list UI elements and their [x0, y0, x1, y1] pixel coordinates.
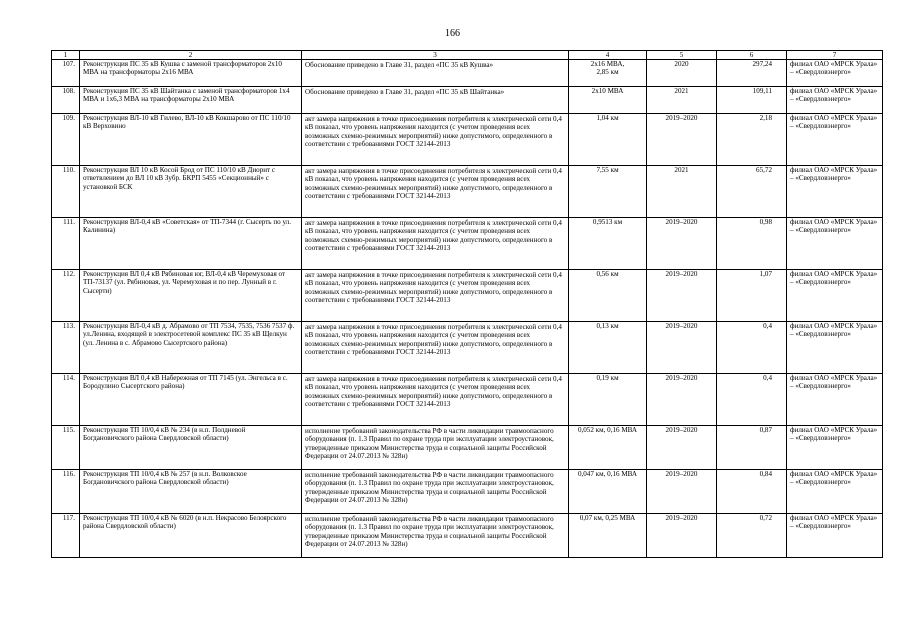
project-cost: 0,4: [717, 322, 787, 374]
row-number: 112.: [52, 270, 80, 322]
project-capacity: 2х16 МВА, 2,85 км: [569, 60, 647, 87]
project-cost: 0,87: [717, 426, 787, 470]
project-basis: Обоснование приведено в Главе 31, раздел «ПС 35 кВ Кушва»: [302, 60, 569, 87]
project-cost: 0,72: [717, 514, 787, 558]
row-number: 115.: [52, 426, 80, 470]
project-years: 2019–2020: [647, 470, 717, 514]
project-organization: филиал ОАО «МРСК Урала» – «Свердловэнерго»: [787, 218, 883, 270]
project-years: 2019–2020: [647, 374, 717, 426]
project-organization: филиал ОАО «МРСК Урала» – «Свердловэнерго»: [787, 322, 883, 374]
project-capacity: 2х10 МВА: [569, 87, 647, 114]
project-name: Реконструкция ТП 10/0,4 кВ № 234 (в н.п. Полдневой Богдановичского района Свердловской области): [80, 426, 302, 470]
project-name: Реконструкция ВЛ 10 кВ Косой Брод от ПС 110/10 кВ Диорит с ответвлением до ВЛ 10 кВ Зубр. БКРП 5455 «Секционный» с установкой БСК: [80, 166, 302, 218]
project-cost: 0,4: [717, 374, 787, 426]
project-basis: акт замера напряжения в точке присоединения потребителя к электрической сети 0,4 кВ показал, что уровень напряжения находится (с учетом проведения всех возможных схемно-режимных мероприятий) ниже допустимого, определенного в соответствии с требованиями ГОСТ 32144-2013: [302, 322, 569, 374]
project-organization: филиал ОАО «МРСК Урала» – «Свердловэнерго»: [787, 60, 883, 87]
row-number: 109.: [52, 114, 80, 166]
project-organization: филиал ОАО «МРСК Урала» – «Свердловэнерго»: [787, 166, 883, 218]
project-organization: филиал ОАО «МРСК Урала» – «Свердловэнерго»: [787, 426, 883, 470]
column-header: 7: [787, 51, 883, 60]
project-capacity: 0,19 км: [569, 374, 647, 426]
table-row: [52, 374, 883, 426]
table-row: [52, 322, 883, 374]
project-cost: 0,84: [717, 470, 787, 514]
project-name: Реконструкция ВЛ-0,4 кВ «Советская» от ТП-7344 (г. Сысерть по ул. Калинина): [80, 218, 302, 270]
project-organization: филиал ОАО «МРСК Урала» – «Свердловэнерго»: [787, 470, 883, 514]
project-name: Реконструкция ПС 35 кВ Шайтанка с заменой трансформаторов 1х4 МВА и 1х6,3 МВА на трансформаторы 2х10 МВА: [80, 87, 302, 114]
project-years: 2021: [647, 87, 717, 114]
column-header: 1: [52, 51, 80, 60]
row-number: 116.: [52, 470, 80, 514]
project-capacity: 0,56 км: [569, 270, 647, 322]
project-basis: Обоснование приведено в Главе 31, раздел «ПС 35 кВ Шайтанка»: [302, 87, 569, 114]
table-row: [52, 114, 883, 166]
project-cost: 2,18: [717, 114, 787, 166]
project-cost: 297,24: [717, 60, 787, 87]
project-cost: 1,07: [717, 270, 787, 322]
project-capacity: 0,9513 км: [569, 218, 647, 270]
column-number-row: [52, 51, 883, 60]
project-basis: акт замера напряжения в точке присоединения потребителя к электрической сети 0,4 кВ показал, что уровень напряжения находится (с учетом проведения всех возможных схемно-режимных мероприятий) ниже допустимого, определенного в соответствии с требованиями ГОСТ 32144-2013: [302, 114, 569, 166]
project-name: Реконструкция ТП 10/0,4 кВ № 6020 (в н.п. Некрасово Белоярского района Свердловской области): [80, 514, 302, 558]
table-row: [52, 514, 883, 558]
row-number: 110.: [52, 166, 80, 218]
project-years: 2019–2020: [647, 426, 717, 470]
project-years: 2019–2020: [647, 514, 717, 558]
project-basis: исполнение требований законодательства РФ в части ликвидации травмоопасного оборудования (п. 1.3 Правил по охране труда при эксплуатации электроустановок, утвержденные приказом Министерства труда и социальной защиты Российской Федерации от 24.07.2013 № 328н): [302, 426, 569, 470]
project-name: Реконструкция ВЛ 0,4 кВ Набережная от ТП 7145 (ул. Энгельса в с. Бородулино Сысертского района): [80, 374, 302, 426]
project-organization: филиал ОАО «МРСК Урала» – «Свердловэнерго»: [787, 270, 883, 322]
project-capacity: 0,13 км: [569, 322, 647, 374]
project-years: 2019–2020: [647, 270, 717, 322]
row-number: 114.: [52, 374, 80, 426]
project-name: Реконструкция ВЛ-0,4 кВ д. Абрамово от ТП 7534, 7535, 7536 7537 ф. ул.Ленина, входящей в электросетевой комплекс ПС 35 кВ Щелкун (ул. Ленина в с. Абрамово Сысертского района): [80, 322, 302, 374]
project-capacity: 0,052 км, 0,16 МВА: [569, 426, 647, 470]
project-years: 2019–2020: [647, 218, 717, 270]
project-cost: 0,98: [717, 218, 787, 270]
table-row: [52, 426, 883, 470]
table-row: [52, 166, 883, 218]
project-cost: 65,72: [717, 166, 787, 218]
project-basis: исполнение требований законодательства РФ в части ликвидации травмоопасного оборудования (п. 1.3 Правил по охране труда при эксплуатации электроустановок, утвержденные приказом Министерства труда и социальной защиты Российской Федерации от 24.07.2013 № 328н): [302, 470, 569, 514]
row-number: 117.: [52, 514, 80, 558]
project-years: 2019–2020: [647, 322, 717, 374]
project-organization: филиал ОАО «МРСК Урала» – «Свердловэнерго»: [787, 514, 883, 558]
row-number: 108.: [52, 87, 80, 114]
project-basis: акт замера напряжения в точке присоединения потребителя к электрической сети 0,4 кВ показал, что уровень напряжения находится (с учетом проведения всех возможных схемно-режимных мероприятий) ниже допустимого, определенного в соответствии с требованиями ГОСТ 32144-2013: [302, 374, 569, 426]
project-basis: исполнение требований законодательства РФ в части ликвидации травмоопасного оборудования (п. 1.3 Правил по охране труда при эксплуатации электроустановок, утвержденные приказом Министерства труда и социальной защиты Российской Федерации от 24.07.2013 № 328н): [302, 514, 569, 558]
project-organization: филиал ОАО «МРСК Урала» – «Свердловэнерго»: [787, 87, 883, 114]
column-header: 3: [302, 51, 569, 60]
project-capacity: 1,04 км: [569, 114, 647, 166]
column-header: 6: [717, 51, 787, 60]
project-organization: филиал ОАО «МРСК Урала» – «Свердловэнерго»: [787, 374, 883, 426]
project-organization: филиал ОАО «МРСК Урала» – «Свердловэнерго»: [787, 114, 883, 166]
row-number: 113.: [52, 322, 80, 374]
project-basis: акт замера напряжения в точке присоединения потребителя к электрической сети 0,4 кВ показал, что уровень напряжения находится (с учетом проведения всех возможных схемно-режимных мероприятий) ниже допустимого, определенного в соответствии с требованиями ГОСТ 32144-2013: [302, 270, 569, 322]
row-number: 107.: [52, 60, 80, 87]
project-capacity: 0,07 км, 0,25 МВА: [569, 514, 647, 558]
project-basis: акт замера напряжения в точке присоединения потребителя к электрической сети 0,4 кВ показал, что уровень напряжения находится (с учетом проведения всех возможных схемно-режимных мероприятий) ниже допустимого, определенного в соответствии с требованиями ГОСТ 32144-2013: [302, 166, 569, 218]
project-name: Реконструкция ВЛ 0,4 кВ Рябиновая юг, ВЛ-0,4 кВ Черемуховая от ТП-73137 (ул. Рябиновая, ул. Черемуховая и по пер. Лунный в г. Сысерти): [80, 270, 302, 322]
row-number: 111.: [52, 218, 80, 270]
project-years: 2020: [647, 60, 717, 87]
project-capacity: 7,55 км: [569, 166, 647, 218]
project-years: 2021: [647, 166, 717, 218]
table-row: [52, 470, 883, 514]
project-cost: 109,11: [717, 87, 787, 114]
column-header: 5: [647, 51, 717, 60]
project-capacity: 0,047 км, 0,16 МВА: [569, 470, 647, 514]
project-name: Реконструкция ВЛ-10 кВ Гилево, ВЛ-10 кВ Кокшарово от ПС 110/10 кВ Верховино: [80, 114, 302, 166]
page-number: 166: [445, 28, 460, 39]
project-name: Реконструкция ТП 10/0,4 кВ № 257 (в н.п. Волковское Богдановичского района Свердловской области): [80, 470, 302, 514]
column-header: 4: [569, 51, 647, 60]
table-row: [52, 60, 883, 87]
table-row: [52, 87, 883, 114]
column-header: 2: [80, 51, 302, 60]
project-name: Реконструкция ПС 35 кВ Кушва с заменой трансформаторов 2х10 МВА на трансформаторы 2х16 МВА: [80, 60, 302, 87]
table-row: [52, 270, 883, 322]
table-row: [52, 218, 883, 270]
project-basis: акт замера напряжения в точке присоединения потребителя к электрической сети 0,4 кВ показал, что уровень напряжения находится (с учетом проведения всех возможных схемно-режимных мероприятий) ниже допустимого, определенного в соответствии с требованиями ГОСТ 32144-2013: [302, 218, 569, 270]
project-years: 2019–2020: [647, 114, 717, 166]
investment-projects-table: [51, 50, 883, 558]
